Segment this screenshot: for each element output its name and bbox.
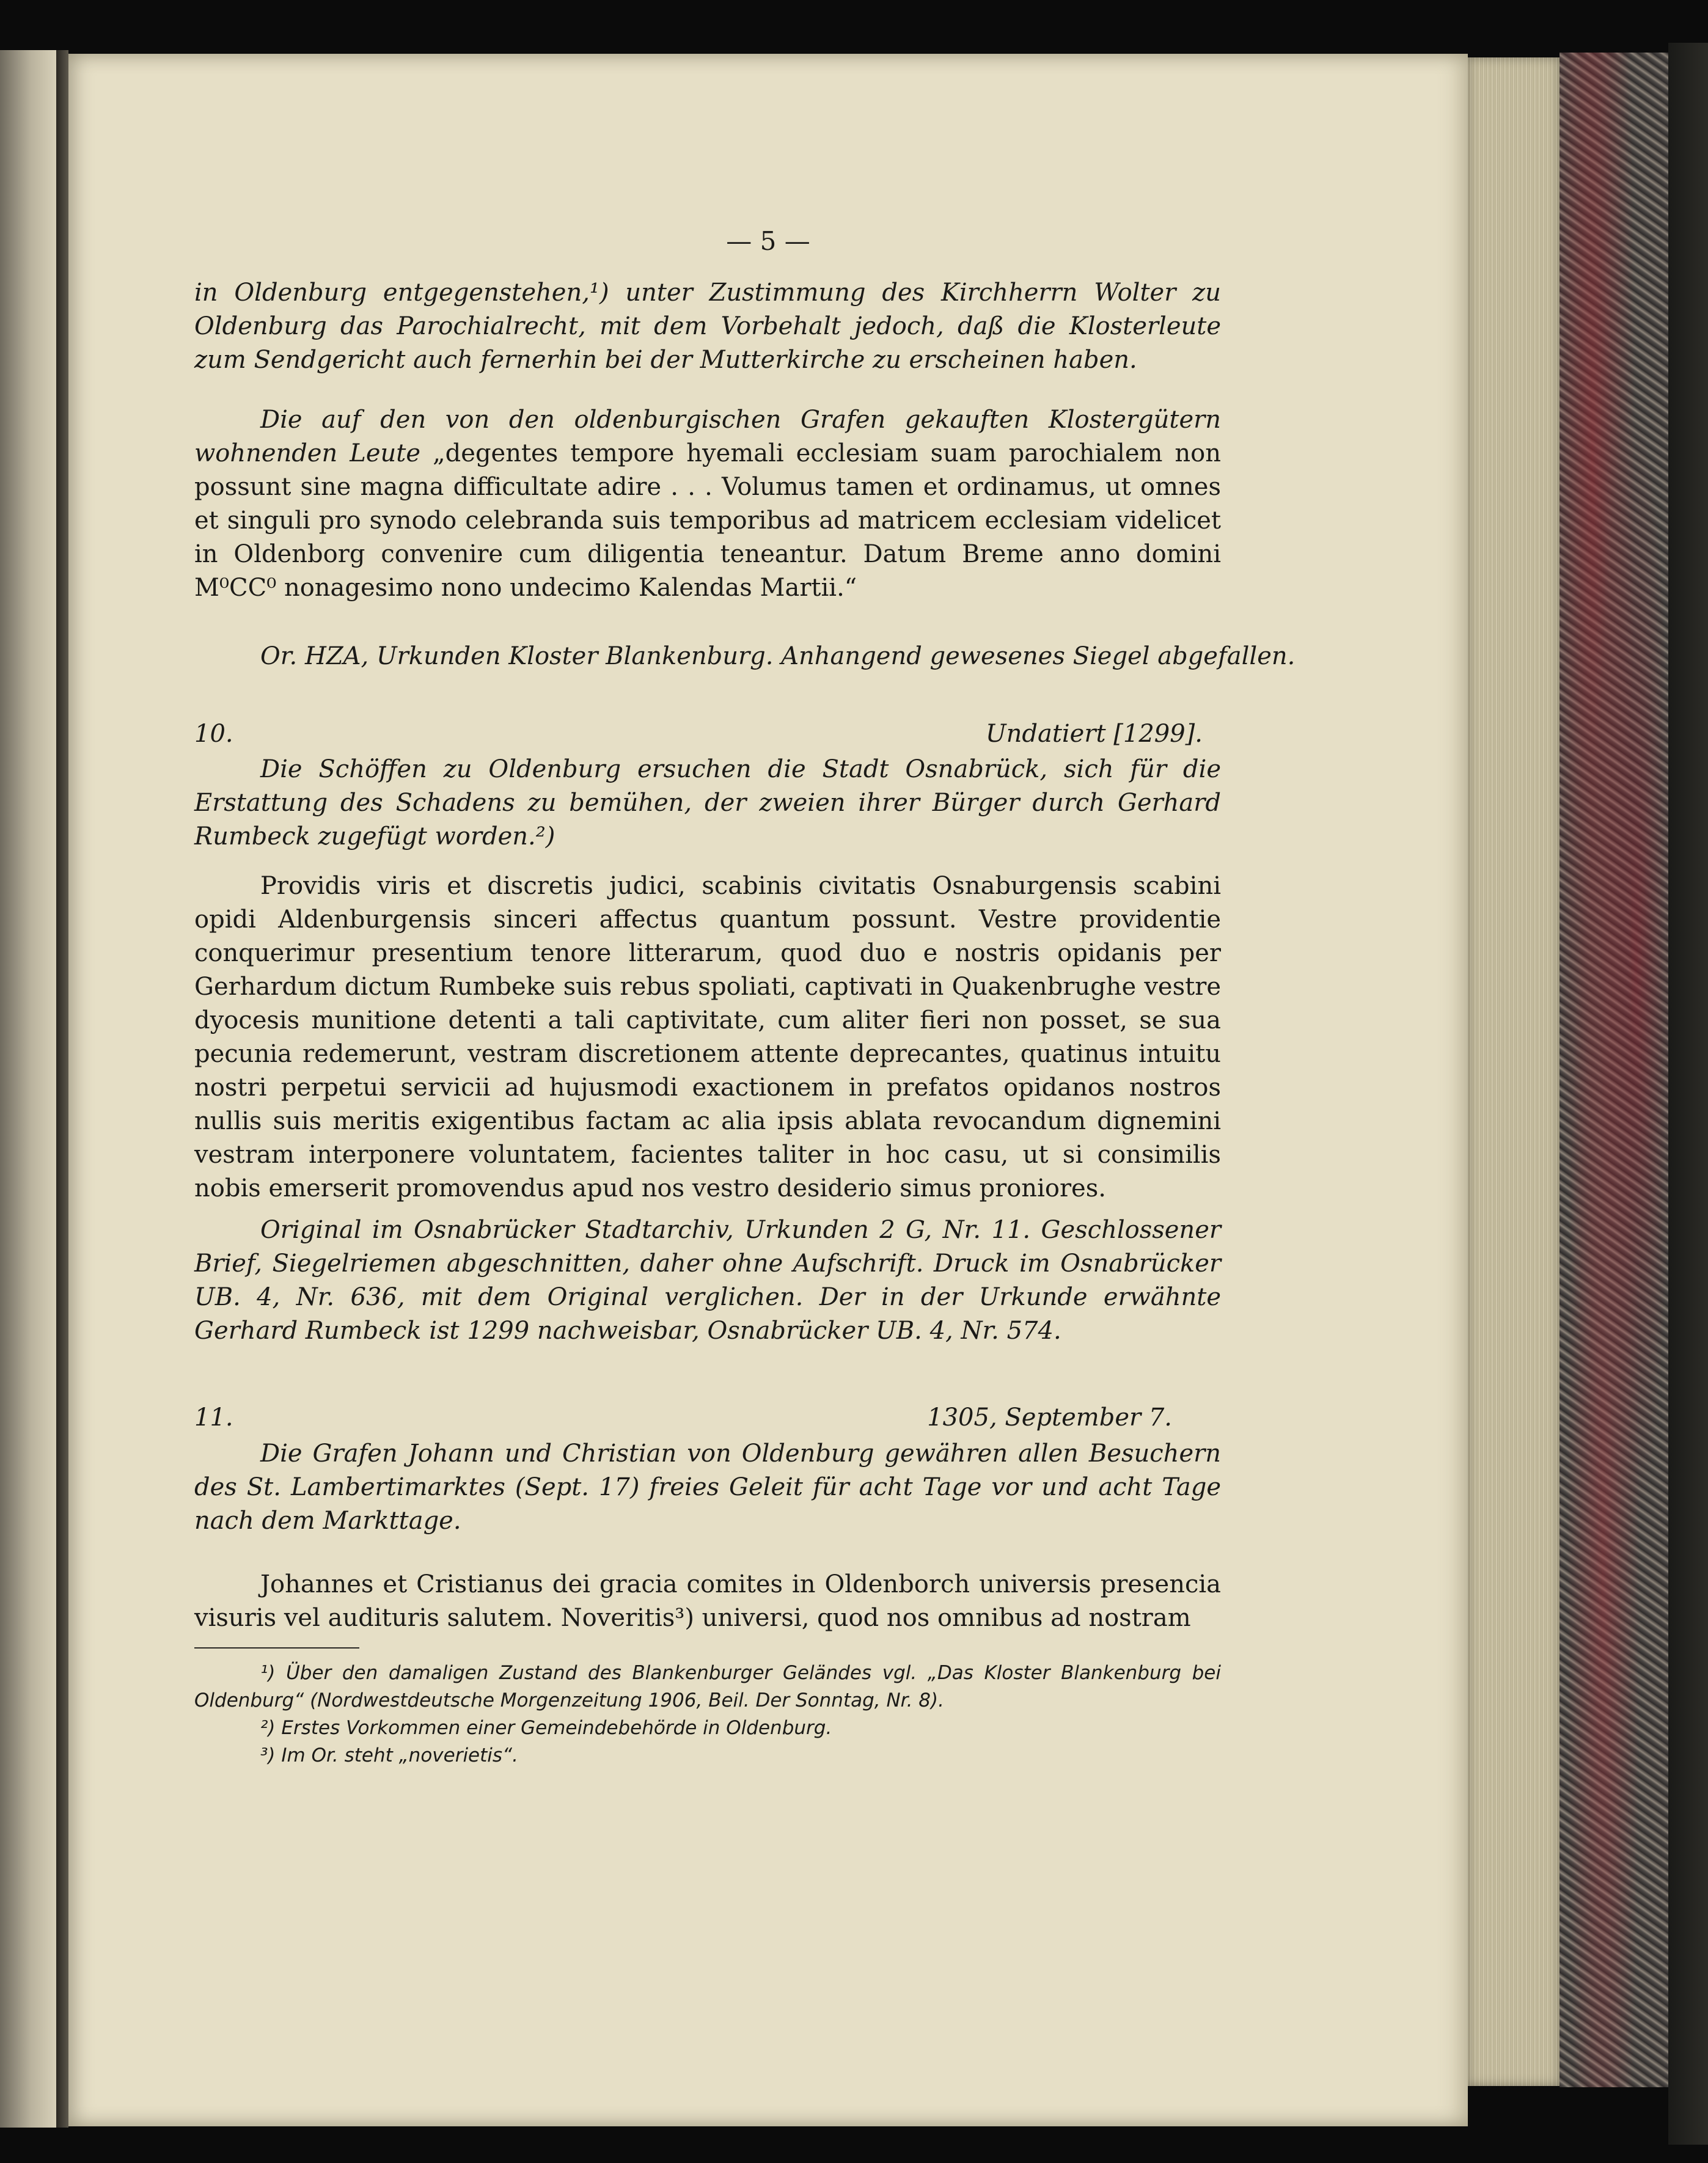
continuation-paragraph: in Oldenburg entgegenstehen,¹) unter Zustimmung des Kirchherrn Wolter zu Oldenburg das Parochialrecht, mit dem Vorbehalt jedoch, daß die Klosterleute zum Sendgericht auch fernerhin bei der Mutterkirche zu erscheinen haben.: [194, 279, 1221, 374]
footnote-2: ²) Erstes Vorkommen einer Gemeindebehörde in Oldenburg.: [260, 1717, 832, 1739]
footnotes: [194, 1660, 1221, 1770]
paragraph-latin-quote: [194, 403, 1221, 605]
doc-10-text: Providis viris et discretis judici, scabinis civitatis Osnaburgensis scabini opidi Aldenburgensis sinceri affectus quantum possunt. Vestre providentie conquerimur presentium tenore litterarum, quod duo e nostris opidanis per Gerhardum dictum Rumbeke suis rebus spoliati, captivati in Quakenbrughe vestre dyocesis munitione detenti a tali captivitate, cum aliter fieri non posset, se sua pecunia redemerunt, vestram discretionem attente deprecantes, quatinus intuitu nostri perpetui servicii ad hujusmodi exactionem in prefatos opidanos nostros nullis suis meritis exigentibus factam ac alia ipsis ablata revocandum dignemini vestram interponere voluntatem, facientes taliter in hoc casu, ut si consimilis nobis emerserit promovendus apud nos vestro desiderio simus proniores.: [194, 872, 1221, 1202]
marbled-endpaper: [1560, 53, 1668, 2087]
footnote-1: ¹) Über den damaligen Zustand des Blankenburger Geländes vgl. „Das Kloster Blankenburg bei Oldenburg“ (Nordwestdeutsche Morgenzeitung 1906, Beil. Der Sonntag, Nr. 8).: [194, 1662, 1221, 1711]
doc-11-number: 11.: [194, 1404, 233, 1432]
book-gutter: [56, 50, 68, 2128]
page-number: — 5 —: [726, 226, 810, 256]
doc-10-summary: Die Schöffen zu Oldenburg ersuchen die Stadt Osnabrück, sich für die Erstattung des Schadens zu bemühen, der zweien ihrer Bürger durch Gerhard Rumbeck zugefügt worden.²): [194, 755, 1221, 851]
source-note-9: Or. HZA, Urkunden Kloster Blankenburg. Anhangend gewesenes Siegel abgefallen.: [260, 642, 1296, 670]
doc-10-source: Original im Osnabrücker Stadtarchiv, Urkunden 2 G, Nr. 11. Geschlossener Brief, Siegelriemen abgeschnitten, daher ohne Aufschrift. Druck im Osnabrücker UB. 4, Nr. 636, mit dem Original verglichen. Der in der Urkunde erwähnte Gerhard Rumbeck ist 1299 nachweisbar, Osnabrücker UB. 4, Nr. 574.: [194, 1216, 1221, 1345]
doc-11-text: Johannes et Cristianus dei gracia comites in Oldenborch universis presencia visuris vel audituris salutem. Noveritis³) universi, quod nos omnibus ad nostram: [194, 1570, 1221, 1632]
footnote-3: ³) Im Or. steht „noverietis“.: [260, 1744, 518, 1766]
book-cover-edge: [1668, 43, 1708, 2145]
doc-11-header: [194, 1404, 1221, 1432]
paragraph-intro: Die auf den von den oldenburgischen Grafen gekauften Klostergütern wohnenden Leute: [194, 406, 1221, 467]
doc-10-number: 10.: [194, 720, 233, 748]
page-fore-edge: [1468, 57, 1560, 2086]
left-page-edge: [0, 50, 56, 2128]
doc-10-date: Undatiert [1299].: [985, 720, 1203, 748]
latin-quote: „degentes tempore hyemali ecclesiam suam parochialem non possunt sine magna difficultate adire . . . Volumus tamen et ordinamus, ut omnes et singuli pro synodo celebranda suis temporibus ad matricem ecclesiam videlicet in Oldenborg convenire cum diligentia teneantur. Datum Breme anno domini M⁰CC⁰ nonagesimo nono undecimo Kalendas Martii.“: [194, 439, 1221, 602]
doc-11-date: 1305, September 7.: [927, 1404, 1172, 1432]
doc-10-header: [194, 720, 1221, 748]
footnote-rule: [194, 1647, 359, 1649]
doc-11-summary: Die Grafen Johann und Christian von Oldenburg gewähren allen Besuchern des St. Lambertimarktes (Sept. 17) freies Geleit für acht Tage vor und acht Tage nach dem Markttage.: [194, 1440, 1221, 1535]
